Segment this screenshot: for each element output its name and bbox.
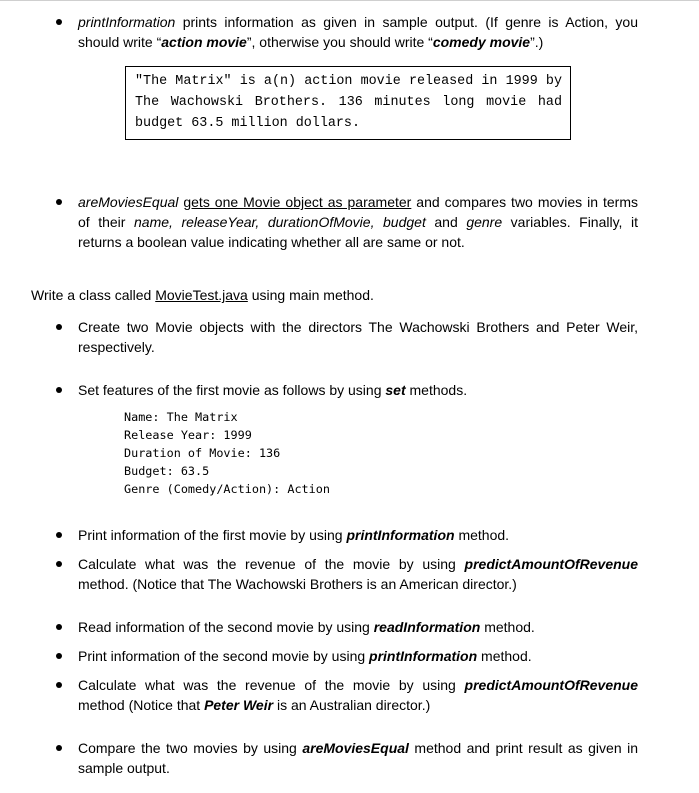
bullet-read-second [78, 617, 638, 637]
bullet-print-second [78, 646, 638, 666]
variable-names: name, releaseYear, durationOfMovie, budget [134, 214, 426, 230]
text: and [425, 214, 467, 230]
text: and compares two movies in terms of their [78, 194, 638, 230]
method-name: areMoviesEqual [302, 740, 409, 756]
bullet-print-first [78, 525, 638, 545]
method-name: predictAmountOfRevenue [464, 677, 638, 693]
bullet-compare [78, 738, 638, 778]
method-name: predictAmountOfRevenue [464, 556, 638, 572]
method-name: printInformation [369, 648, 478, 664]
feature-line: Duration of Movie: 136 [124, 446, 281, 460]
text: using main method. [247, 287, 374, 303]
bullet-create-movies [78, 317, 638, 357]
text: ”, otherwise you should write “ [246, 34, 433, 50]
feature-line: Budget: 63.5 [124, 464, 210, 478]
text: method (Notice that [78, 697, 205, 713]
class-name: MovieTest.java [155, 287, 248, 303]
text: Set features of the first movie as follows by using [78, 382, 386, 398]
method-name: set [385, 382, 406, 398]
feature-line: Release Year: 1999 [124, 428, 252, 442]
text: ”.) [530, 34, 544, 50]
method-name: printInformation [78, 14, 176, 30]
text: method. [477, 648, 532, 664]
comedy-movie-text: comedy movie [432, 34, 531, 50]
bullet-are-movies-equal [78, 192, 638, 252]
text: Write a class called [31, 287, 156, 303]
text: variables. Finally, it returns a boolean value indicating whether all are same or not. [78, 214, 638, 250]
text: Compare the two movies by using [78, 740, 303, 756]
method-name: areMoviesEqual [78, 194, 179, 210]
text: method and print result as given in sample output. [78, 740, 638, 776]
text: method. (Notice that The Wachowski Brothers is an American director.) [78, 576, 517, 592]
text: Read information of the second movie by using [78, 619, 374, 635]
bullet-print-information [78, 12, 638, 52]
feature-line: Name: The Matrix [124, 410, 238, 424]
bullet-calc-first [78, 554, 638, 594]
method-name: readInformation [373, 619, 481, 635]
bullet-calc-second [78, 675, 638, 715]
sample-output-box [125, 66, 571, 140]
text: Create two Movie objects with the directors The Wachowski Brothers and Peter Weir, respectively. [78, 319, 638, 355]
bullet-set-features [78, 380, 638, 400]
text: methods. [405, 382, 468, 398]
action-movie-text: action movie [161, 34, 247, 50]
underlined-text: gets one Movie object as parameter [183, 194, 412, 210]
text: method. [480, 619, 535, 635]
text: Print information of the second movie by using [78, 648, 370, 664]
write-class-paragraph [31, 285, 374, 305]
feature-line: Genre (Comedy/Action): Action [124, 482, 330, 496]
text: Calculate what was the revenue of the movie by using [78, 556, 465, 572]
method-name: printInformation [346, 527, 455, 543]
variable-name: genre [466, 214, 503, 230]
text: Calculate what was the revenue of the movie by using [78, 677, 465, 693]
features-list [124, 408, 330, 498]
sample-output-text: "The Matrix" is a(n) action movie released in 1999 by The Wachowski Brothers. 136 minutes long movie had budget 63.5 million dollars. [135, 74, 562, 131]
text: method. [454, 527, 510, 543]
text: prints information as given in sample output. (If genre is Action, you should write “ [78, 14, 638, 50]
text: Print information of the first movie by using [78, 527, 347, 543]
text: is an Australian director.) [273, 697, 431, 713]
director-name: Peter Weir [204, 697, 274, 713]
top-divider [0, 0, 699, 1]
